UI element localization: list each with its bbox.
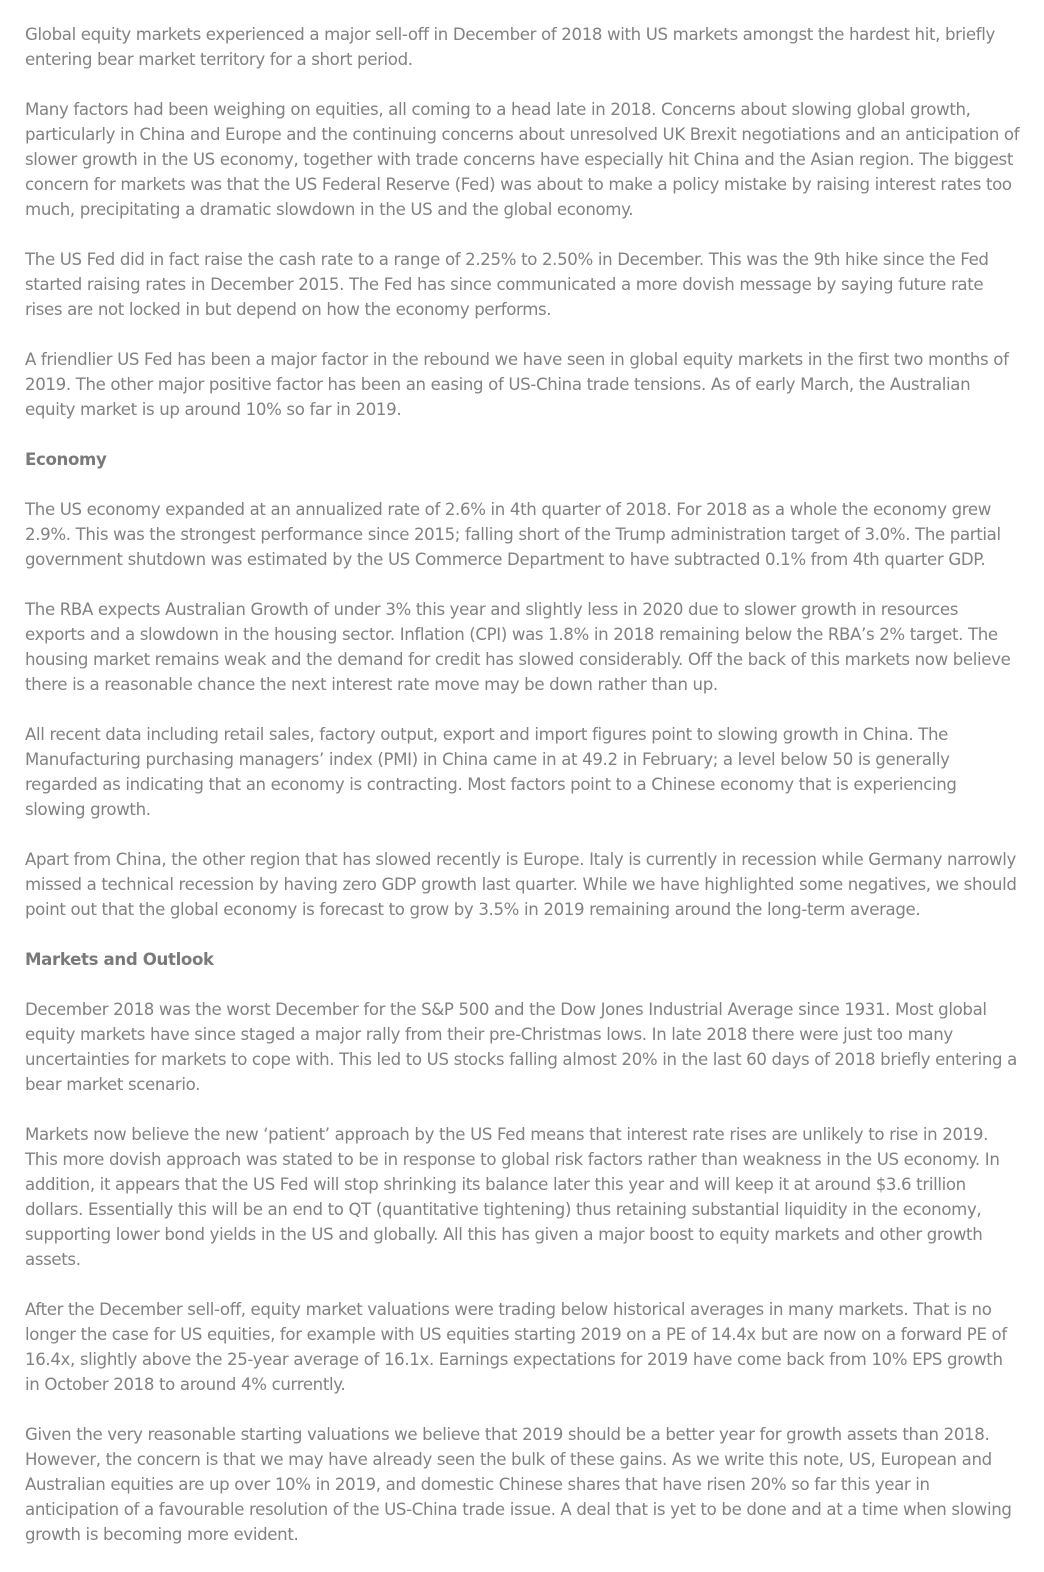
economy-paragraph: The RBA expects Australian Growth of under 3% this year and slightly less in 2020 due to slower growth in resources exports and a slowdown in the housing sector. Inflation (CPI) was 1.8% in 2018 remaining below the RBA’s 2% target. The housing market remains weak and the demand for credit has slowed considerably. Off the back of this markets now believe there is a reasonable chance the next interest rate move may be down rather than up. [25,600,1011,694]
economy-paragraph: The US economy expanded at an annualized rate of 2.6% in 4th quarter of 2018. For 2018 as a whole the economy grew 2.9%. This was the strongest performance since 2015; falling short of the Trump administration target of 3.0%. The partial government shutdown was estimated by the US Commerce Department to have subtracted 0.1% from 4th quarter GDP. [25,500,1001,569]
economy-paragraph: Apart from China, the other region that has slowed recently is Europe. Italy is currently in recession while Germany narrowly missed a technical recession by having zero GDP growth last quarter. While we have highlighted some negatives, we should point out that the global economy is forecast to grow by 3.5% in 2019 remaining around the long-term average. [25,850,1017,919]
intro-paragraph: Many factors had been weighing on equities, all coming to a head late in 2018. Concerns about slowing global growth, particularly in China and Europe and the continuing concerns about unresolved UK Brexit negotiations and an anticipation of slower growth in the US economy, together with trade concerns have especially hit China and the Asian region. The biggest concern for markets was that the US Federal Reserve (Fed) was about to make a policy mistake by raising interest rates too much, precipitating a dramatic slowdown in the US and the global economy. [25,100,1020,219]
economy-paragraph: All recent data including retail sales, factory output, export and import figures point to slowing growth in China. The Manufacturing purchasing managers’ index (PMI) in China came in at 49.2 in February; a level below 50 is generally regarded as indicating that an economy is contracting. Most factors point to a Chinese economy that is experiencing slowing growth. [25,725,957,819]
intro-paragraph: Global equity markets experienced a major sell-off in December of 2018 with US markets amongst the hardest hit, briefly entering bear market territory for a short period. [25,25,995,69]
markets-paragraph: December 2018 was the worst December for the S&P 500 and the Dow Jones Industrial Average since 1931. Most global equity markets have since staged a major rally from their pre-Christmas lows. In late 2018 there were just too many uncertainties for markets to cope with. This led to US stocks falling almost 20% in the last 60 days of 2018 briefly entering a bear market scenario. [25,1000,1017,1094]
section-heading-economy: Economy [25,450,107,469]
markets-paragraph: After the December sell-off, equity market valuations were trading below historical averages in many markets. That is no longer the case for US equities, for example with US equities starting 2019 on a PE of 14.4x but are now on a forward PE of 16.4x, slightly above the 25-year average of 16.1x. Earnings expectations for 2019 have come back from 10% EPS growth in October 2018 to around 4% currently. [25,1300,1007,1394]
intro-paragraph: The US Fed did in fact raise the cash rate to a range of 2.25% to 2.50% in December. This was the 9th hike since the Fed started raising rates in December 2015. The Fed has since communicated a more dovish message by saying future rate rises are not locked in but depend on how the economy performs. [25,250,989,319]
section-heading-markets: Markets and Outlook [25,950,214,969]
markets-paragraph: Markets now believe the new ‘patient’ approach by the US Fed means that interest rate rises are unlikely to rise in 2019. This more dovish approach was stated to be in response to global risk factors rather than weakness in the US economy. In addition, it appears that the US Fed will stop shrinking its balance later this year and will keep it at around $3.6 trillion dollars. Essentially this will be an end to QT (quantitative tightening) thus retaining substantial liquidity in the economy, supporting lower bond yields in the US and globally. All this has given a major boost to equity markets and other growth assets. [25,1125,1000,1269]
markets-paragraph: Given the very reasonable starting valuations we believe that 2019 should be a better year for growth assets than 2018. However, the concern is that we may have already seen the bulk of these gains. As we write this note, US, European and Australian equities are up over 10% in 2019, and domestic Chinese shares that have risen 20% so far this year in anticipation of a favourable resolution of the US-China trade issue. A deal that is yet to be done and at a time when slowing growth is becoming more evident. [25,1425,1012,1544]
intro-paragraph: A friendlier US Fed has been a major factor in the rebound we have seen in global equity markets in the first two months of 2019. The other major positive factor has been an easing of US-China trade tensions. As of early March, the Australian equity market is up around 10% so far in 2019. [25,350,1009,419]
document-body [25,22,1020,1572]
